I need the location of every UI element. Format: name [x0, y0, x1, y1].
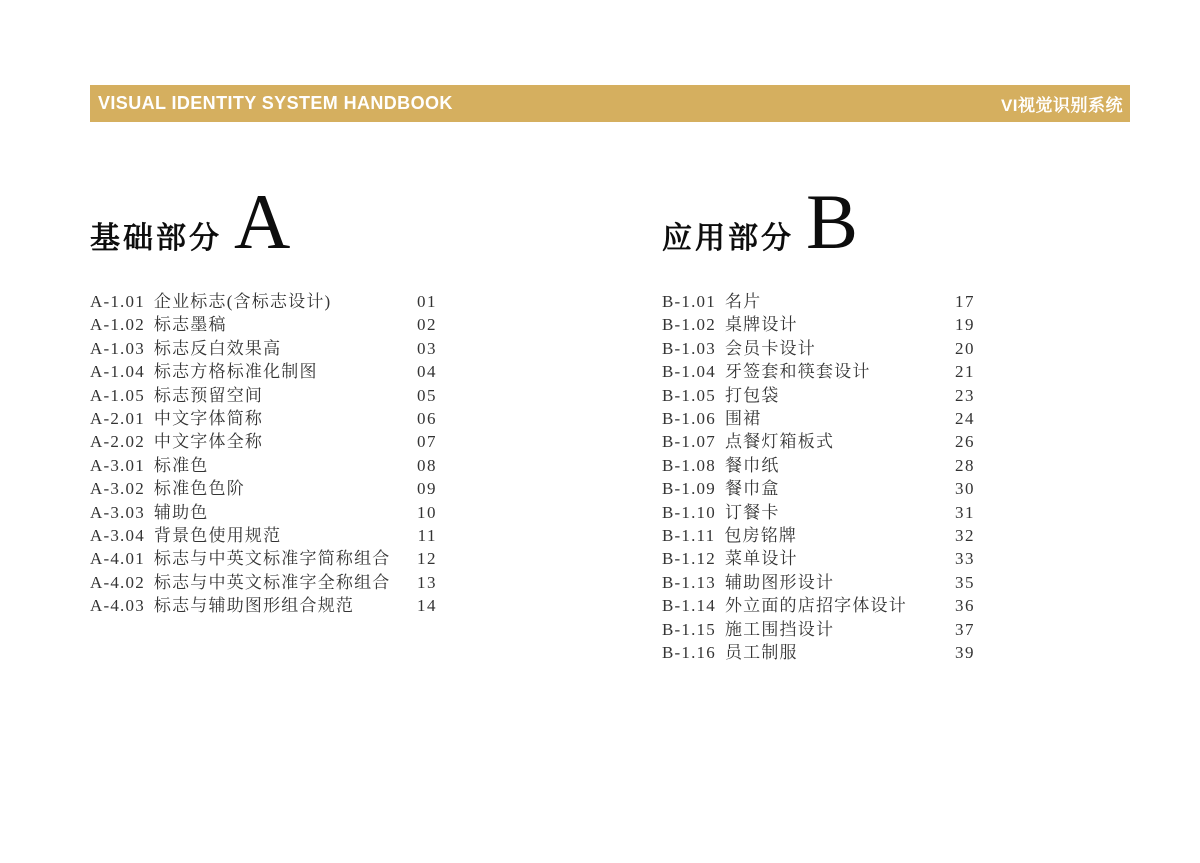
toc-item-page-number: 05 — [417, 385, 437, 405]
toc-row — [662, 477, 975, 500]
toc-item-code: A-2.01 — [90, 409, 145, 429]
toc-item-page-number: 33 — [955, 549, 975, 569]
header-bar — [90, 85, 1130, 122]
toc-row — [90, 290, 437, 313]
toc-row — [662, 547, 975, 570]
toc-item-code: A-3.01 — [90, 455, 145, 475]
toc-row — [662, 594, 975, 617]
toc-item-label: 标志墨稿 — [153, 315, 227, 335]
section-title-text: 应用部分 — [662, 222, 794, 255]
toc-row — [662, 618, 975, 641]
toc-item-code: B-1.11 — [662, 526, 716, 546]
toc-row — [662, 501, 975, 524]
toc-item-label: 标志与中英文标准字全称组合 — [153, 572, 391, 592]
section-basic-part — [90, 178, 437, 618]
toc-item-label: 桌牌设计 — [724, 315, 798, 335]
toc-item-code: B-1.12 — [662, 549, 716, 569]
toc-item-code: A-1.04 — [90, 362, 145, 382]
toc-list-application — [662, 290, 975, 665]
toc-row — [662, 290, 975, 313]
toc-item-code: A-3.03 — [90, 502, 145, 522]
toc-item-page-number: 11 — [417, 526, 437, 546]
toc-item-label: 围裙 — [724, 409, 762, 429]
toc-row — [90, 594, 437, 617]
toc-item-code: B-1.10 — [662, 502, 716, 522]
toc-item-label: 菜单设计 — [724, 549, 798, 569]
toc-item-label: 订餐卡 — [724, 502, 780, 522]
toc-row — [662, 360, 975, 383]
toc-item-page-number: 04 — [417, 362, 437, 382]
toc-row — [90, 477, 437, 500]
toc-item-label: 标志反白效果高 — [153, 338, 282, 358]
toc-item-page-number: 26 — [955, 432, 975, 452]
header-title-english: VISUAL IDENTITY SYSTEM HANDBOOK — [98, 93, 453, 113]
toc-item-label: 背景色使用规范 — [153, 526, 282, 546]
toc-item-code: A-4.02 — [90, 572, 145, 592]
toc-item-label: 标准色 — [153, 455, 209, 475]
toc-row — [90, 571, 437, 594]
toc-item-label: 标志与辅助图形组合规范 — [153, 596, 355, 616]
toc-item-label: 员工制服 — [724, 643, 798, 663]
toc-row — [662, 454, 975, 477]
toc-item-label: 餐巾盒 — [724, 479, 780, 499]
section-letter-a: A — [234, 178, 291, 265]
toc-item-page-number: 07 — [417, 432, 437, 452]
toc-row — [662, 313, 975, 336]
toc-item-code: B-1.06 — [662, 409, 716, 429]
section-title-application — [662, 178, 975, 265]
toc-item-code: B-1.16 — [662, 643, 716, 663]
toc-item-page-number: 32 — [955, 526, 975, 546]
toc-item-label: 标志与中英文标准字简称组合 — [153, 549, 391, 569]
toc-item-page-number: 39 — [955, 643, 975, 663]
toc-item-code: A-1.02 — [90, 315, 145, 335]
toc-row — [90, 524, 437, 547]
toc-row — [90, 313, 437, 336]
toc-item-code: B-1.02 — [662, 315, 716, 335]
toc-item-label: 标准色色阶 — [153, 479, 245, 499]
toc-item-label: 牙签套和筷套设计 — [724, 362, 871, 382]
toc-item-code: B-1.01 — [662, 292, 716, 311]
toc-item-page-number: 03 — [417, 338, 437, 358]
toc-item-label: 餐巾纸 — [724, 455, 780, 475]
header-title-chinese: VI视觉识别系统 — [1000, 96, 1123, 115]
toc-item-code: B-1.09 — [662, 479, 716, 499]
toc-item-code: A-4.01 — [90, 549, 145, 569]
toc-item-label: 辅助色 — [153, 502, 209, 522]
toc-item-code: A-3.04 — [90, 526, 145, 546]
toc-item-page-number: 28 — [955, 455, 975, 475]
toc-item-code: B-1.03 — [662, 338, 716, 358]
toc-item-label: 标志预留空间 — [153, 385, 264, 405]
toc-item-code: B-1.14 — [662, 596, 716, 616]
toc-row — [662, 430, 975, 453]
toc-item-page-number: 23 — [955, 385, 975, 405]
toc-item-page-number: 21 — [955, 362, 975, 382]
toc-item-page-number: 37 — [955, 619, 975, 639]
toc-item-label: 会员卡设计 — [724, 338, 816, 358]
toc-row — [662, 407, 975, 430]
toc-row — [662, 641, 975, 664]
toc-row — [90, 547, 437, 570]
toc-item-label: 外立面的店招字体设计 — [724, 596, 907, 616]
section-title-basic — [90, 178, 437, 265]
toc-row — [90, 454, 437, 477]
toc-item-code: A-1.05 — [90, 385, 145, 405]
toc-item-page-number: 14 — [417, 596, 437, 616]
toc-item-page-number: 02 — [417, 315, 437, 335]
toc-item-page-number: 13 — [417, 572, 437, 592]
toc-item-page-number: 06 — [417, 409, 437, 429]
toc-item-label: 中文字体全称 — [153, 432, 264, 452]
section-title-text: 基础部分 — [90, 222, 222, 255]
toc-item-page-number: 31 — [955, 502, 975, 522]
toc-list-basic — [90, 290, 437, 618]
toc-item-page-number: 17 — [955, 292, 975, 311]
section-application-part — [662, 178, 975, 665]
toc-item-code: B-1.15 — [662, 619, 716, 639]
toc-item-page-number: 36 — [955, 596, 975, 616]
toc-item-page-number: 08 — [417, 455, 437, 475]
toc-row — [90, 384, 437, 407]
toc-item-page-number: 10 — [417, 502, 437, 522]
toc-item-page-number: 30 — [955, 479, 975, 499]
toc-item-page-number: 01 — [417, 292, 437, 311]
toc-item-label: 标志方格标准化制图 — [153, 362, 318, 382]
toc-item-page-number: 12 — [417, 549, 437, 569]
toc-item-code: A-4.03 — [90, 596, 145, 616]
toc-item-label: 辅助图形设计 — [724, 572, 835, 592]
toc-item-label: 施工围挡设计 — [724, 619, 835, 639]
toc-item-code: A-3.02 — [90, 479, 145, 499]
toc-row — [90, 430, 437, 453]
toc-row — [662, 337, 975, 360]
toc-row — [90, 337, 437, 360]
toc-item-label: 名片 — [724, 292, 762, 311]
toc-row — [662, 384, 975, 407]
toc-item-page-number: 24 — [955, 409, 975, 429]
toc-item-label: 企业标志(含标志设计) — [153, 292, 332, 311]
toc-row — [90, 407, 437, 430]
toc-item-code: B-1.08 — [662, 455, 716, 475]
section-letter-b: B — [806, 178, 859, 265]
toc-item-code: B-1.05 — [662, 385, 716, 405]
toc-item-page-number: 19 — [955, 315, 975, 335]
toc-item-code: B-1.07 — [662, 432, 716, 452]
toc-item-page-number: 35 — [955, 572, 975, 592]
toc-row — [662, 524, 975, 547]
toc-item-page-number: 09 — [417, 479, 437, 499]
toc-item-code: A-1.01 — [90, 292, 145, 311]
toc-item-page-number: 20 — [955, 338, 975, 358]
toc-item-code: B-1.04 — [662, 362, 716, 382]
toc-row — [662, 571, 975, 594]
toc-item-label: 点餐灯箱板式 — [724, 432, 835, 452]
toc-row — [90, 360, 437, 383]
toc-item-label: 打包袋 — [724, 385, 780, 405]
toc-item-code: A-1.03 — [90, 338, 145, 358]
toc-row — [90, 501, 437, 524]
toc-item-code: A-2.02 — [90, 432, 145, 452]
toc-item-label: 中文字体简称 — [153, 409, 264, 429]
toc-item-code: B-1.13 — [662, 572, 716, 592]
toc-item-label: 包房铭牌 — [724, 526, 798, 546]
